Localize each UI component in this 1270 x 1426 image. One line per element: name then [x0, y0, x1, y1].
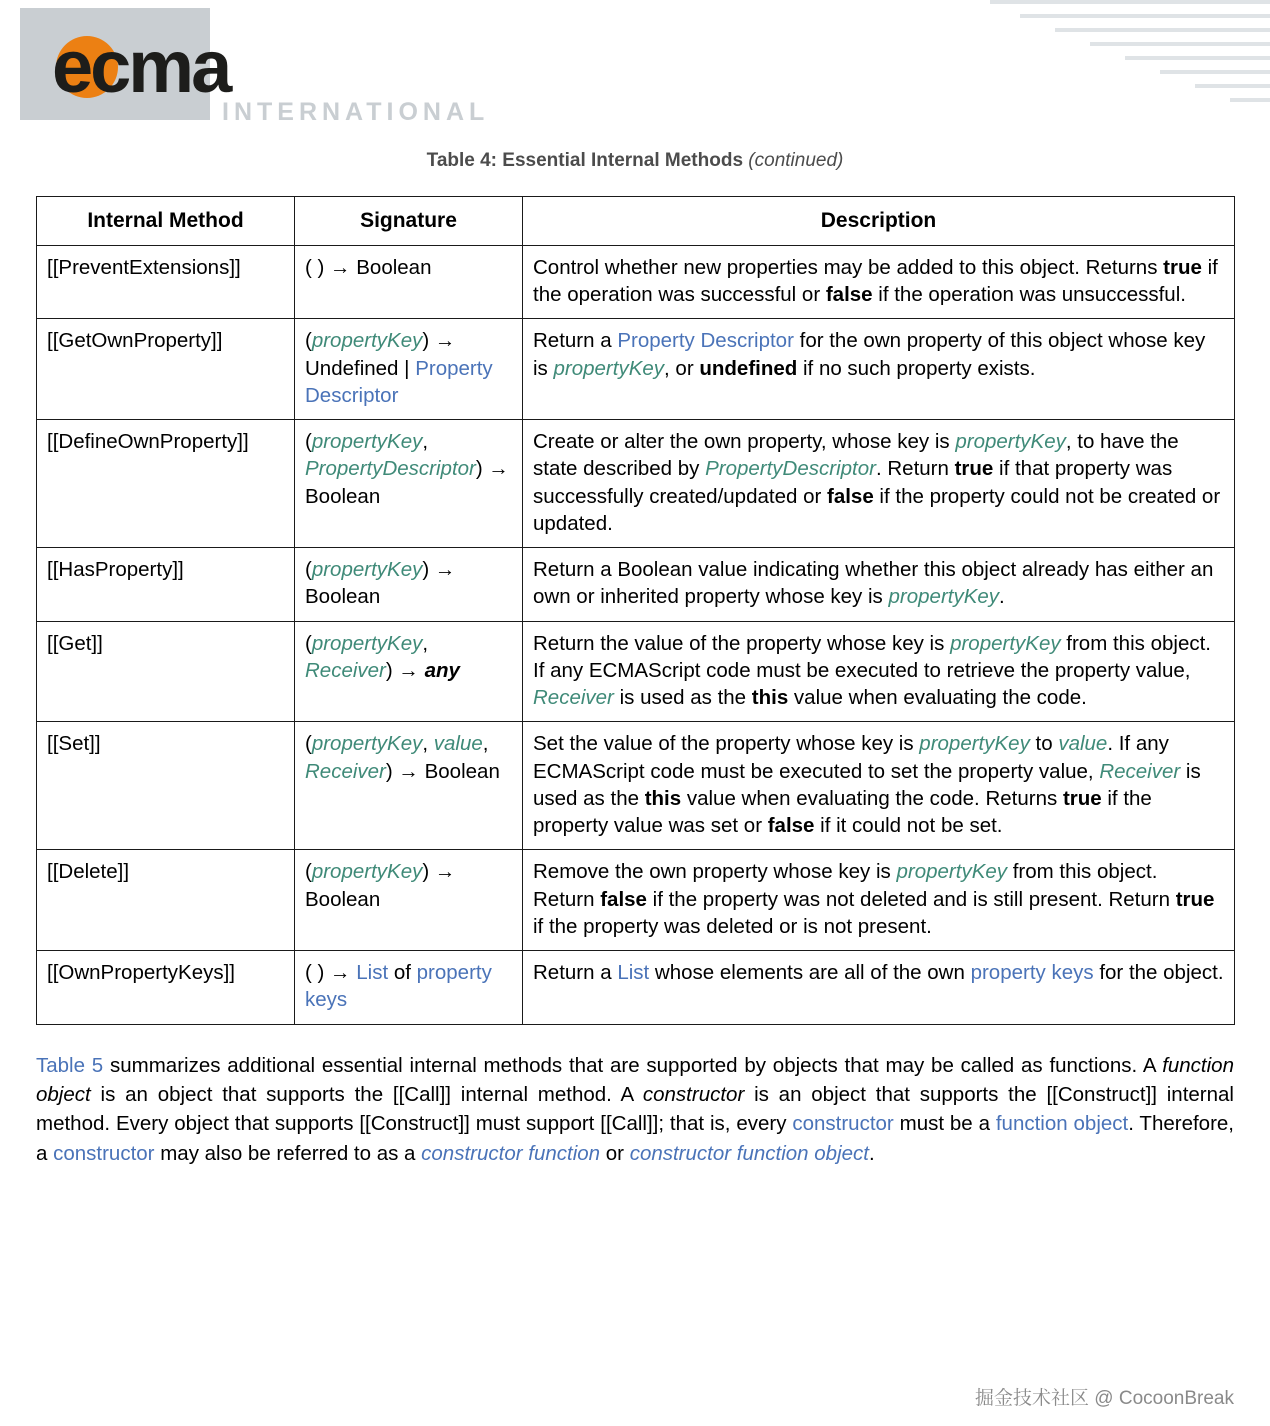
cell-internal-method: [[OwnPropertyKeys]] — [37, 951, 295, 1025]
cell-signature: (propertyKey, PropertyDescriptor) → Boolean — [295, 420, 523, 548]
cell-signature: (propertyKey) → Boolean — [295, 548, 523, 622]
table-caption-main: Table 4: Essential Internal Methods — [426, 150, 744, 171]
table-header-row — [37, 197, 1235, 246]
cell-internal-method: [[Get]] — [37, 621, 295, 722]
cell-signature: (propertyKey) → Undefined | Property Descriptor — [295, 319, 523, 420]
table-row — [37, 245, 1235, 319]
cell-description: Remove the own property whose key is propertyKey from this object. Return false if the property was not deleted and is still present. Return true if the property was deleted or is not present. — [523, 850, 1235, 951]
cell-description: Return a Boolean value indicating whether this object already has either an own or inherited property whose key is propertyKey. — [523, 548, 1235, 622]
decorative-stripes — [990, 0, 1270, 112]
table-row — [37, 548, 1235, 622]
table-row — [37, 420, 1235, 548]
table-row — [37, 319, 1235, 420]
cell-internal-method: [[Delete]] — [37, 850, 295, 951]
cell-signature: (propertyKey, Receiver) → any — [295, 621, 523, 722]
cell-description: Return a List whose elements are all of the own property keys for the object. — [523, 951, 1235, 1025]
table-caption — [0, 150, 1270, 172]
table-caption-continued: (continued) — [748, 150, 844, 171]
column-header-signature: Signature — [295, 197, 523, 246]
cell-description: Return the value of the property whose key is propertyKey from this object. If any ECMAScript code must be executed to retrieve the property value, Receiver is used as the this value when evaluating the code. — [523, 621, 1235, 722]
table-container — [36, 196, 1234, 1025]
table-row — [37, 722, 1235, 850]
cell-internal-method: [[HasProperty]] — [37, 548, 295, 622]
logo-wordmark: ecma — [52, 25, 230, 108]
column-header-description: Description — [523, 197, 1235, 246]
cell-description: Create or alter the own property, whose key is propertyKey, to have the state described by PropertyDescriptor. Return true if that property was successfully created/updated or false if the property could not be created or updated. — [523, 420, 1235, 548]
cell-internal-method: [[GetOwnProperty]] — [37, 319, 295, 420]
table-row — [37, 951, 1235, 1025]
cell-internal-method: [[DefineOwnProperty]] — [37, 420, 295, 548]
ecma-logo — [20, 8, 230, 120]
table-row — [37, 850, 1235, 951]
cell-description: Set the value of the property whose key is propertyKey to value. If any ECMAScript code must be executed to set the property value, Receiver is used as the this value when evaluating the code. Returns true if the property value was set or false if it could not be set. — [523, 722, 1235, 850]
cell-signature: (propertyKey) → Boolean — [295, 850, 523, 951]
logo-subtitle: INTERNATIONAL — [222, 98, 490, 126]
cell-signature: ( ) → Boolean — [295, 245, 523, 319]
watermark: 掘金技术社区 @ CocoonBreak — [975, 1388, 1234, 1409]
table-row — [37, 621, 1235, 722]
cell-description: Control whether new properties may be added to this object. Returns true if the operation was successful or false if the operation was unsuccessful. — [523, 245, 1235, 319]
cell-internal-method: [[Set]] — [37, 722, 295, 850]
cell-signature: (propertyKey, value, Receiver) → Boolean — [295, 722, 523, 850]
cell-internal-method: [[PreventExtensions]] — [37, 245, 295, 319]
column-header-internal-method: Internal Method — [37, 197, 295, 246]
page-header — [0, 0, 1270, 140]
essential-internal-methods-table — [36, 196, 1235, 1025]
body-paragraph: Table 5 summarizes additional essential internal methods that are supported by objects that may be called as functions. A function object is an object that supports the [[Call]] internal method. A constructor is an object that supports the [[Construct]] internal method. Every object that supports [[Construct]] must support [[Call]]; that is, every constructor must be a function object. Therefore, a constructor may also be referred to as a constructor function or constructor function object. — [36, 1053, 1234, 1165]
cell-description: Return a Property Descriptor for the own property of this object whose key is propertyKey, or undefined if no such property exists. — [523, 319, 1235, 420]
cell-signature: ( ) → List of property keys — [295, 951, 523, 1025]
